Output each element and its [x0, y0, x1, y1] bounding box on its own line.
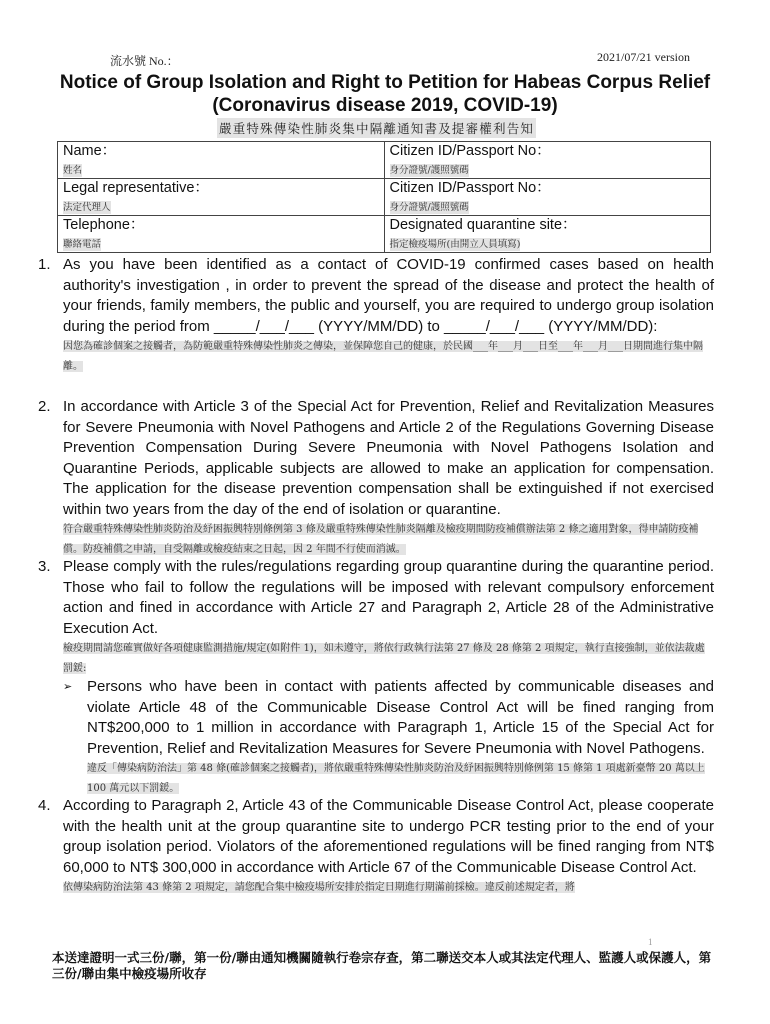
page-number: 1 — [648, 937, 653, 947]
item-text-en: In accordance with Article 3 of the Special Act for Prevention, Relief and Revitalization Measures for Severe Pneumonia with Novel Pathogens and Article 2 of the Regulations Governing Disease Prevention Compensation During Severe Pneumonia with Novel Pathogens Isolation and Quarantine Periods, applicable subjects are allowed to make an application for compensation. The application for the disease prevention compensation shall be extinguished if not exercised within two years from the day of the end of isolation or quarantine. — [63, 398, 714, 518]
item-text-zh — [63, 878, 714, 898]
name-label-zh: 姓名 — [63, 165, 83, 176]
list-item — [38, 796, 714, 898]
table-row — [58, 179, 711, 216]
personal-info-table — [57, 141, 711, 253]
quarantine-site-field[interactable] — [384, 216, 711, 253]
item-text-en: Please comply with the rules/regulations regarding group quarantine during the quarantine period. Those who fail to follow the regulations will be imposed with relevant compulsory enforcement action and fined in accordance with Article 27 and Paragraph 2, Article 28 of the Administrative Execution Act. — [63, 558, 714, 637]
bullet-text-en: Persons who have been in contact with patients affected by communicable diseases and violate Article 48 of the Communicable Disease Control Act will be fined ranging from NT$200,000 to 1 million in accordance with Paragraph 1, Article 15 of the Special Act for Prevention, Relief and Revitalization Measures for Severe Pneumonia with Novel Pathogens. — [87, 678, 714, 757]
item-text-en: As you have been identified as a contact of COVID-19 confirmed cases based on health authority's investigation , in order to prevent the spread of the disease and protect the health of your friends, family members, the public and yourself, you are required to undergo group isolation during the period from _____/___/___ (YYYY/MM/DD) to _____/___/___ (YYYY/MM/DD): — [63, 256, 714, 335]
citizen-id-label-zh: 身分證號/護照號碼 — [389, 165, 469, 176]
item-number: 3. — [38, 558, 51, 575]
name-label: Name： — [63, 143, 117, 159]
item-text-zh-content: 因您為確診個案之接觸者，為防範嚴重特殊傳染性肺炎之傳染，並保障您自己的健康，於民國___年___月___日至___年___月___日期間進行集中隔離。 — [63, 341, 703, 372]
item-number: 4. — [38, 797, 51, 814]
item-text-zh-content: 檢疫期間請您確實做好各項健康監測措施/規定(如附件 1)，如未遵守，將依行政執行法第 27 條及 28 條第 2 項規定，執行直接強制，並依法裁處罰鍰: — [63, 643, 705, 674]
item-text-zh — [63, 520, 714, 560]
bullet-text-zh — [87, 759, 714, 799]
telephone-label-zh: 聯絡電話 — [63, 239, 102, 250]
citizen-id-label: Citizen ID/Passport No： — [389, 143, 551, 159]
footer-note: 本送達證明一式三份/聯，第一份/聯由通知機關隨執行卷宗存查，第二聯送交本人或其法定代理人、監護人或保護人，第三份/聯由集中檢疫場所收存 — [52, 950, 712, 981]
item-text-zh — [63, 337, 714, 377]
table-row — [58, 216, 711, 253]
document-title-zh: 嚴重特殊傳染性肺炎集中隔離通知書及提審權利告知 — [217, 118, 536, 138]
serial-number-label: 流水號 No.： — [110, 54, 179, 68]
telephone-label: Telephone： — [63, 217, 145, 233]
bullet-text-zh-content: 違反「傳染病防治法」第 48 條(確診個案之接觸者)，將依嚴重特殊傳染性肺炎防治及紓困振興特別條例第 15 條第 1 項處新臺幣 20 萬以上 100 萬元以下罰鍰。 — [87, 763, 705, 794]
quarantine-site-label: Designated quarantine site： — [389, 217, 577, 233]
item-number: 2. — [38, 398, 51, 415]
list-item — [38, 255, 714, 377]
item-text-zh — [63, 639, 714, 679]
item-number: 1. — [38, 256, 51, 273]
name-field[interactable] — [58, 142, 385, 179]
legal-representative-label-zh: 法定代理人 — [63, 202, 111, 213]
telephone-field[interactable] — [58, 216, 385, 253]
document-title: Notice of Group Isolation and Right to Petition for Habeas Corpus Relief — [59, 72, 711, 93]
arrow-bullet-icon: ➢ — [63, 681, 73, 693]
representative-id-label-zh: 身分證號/護照號碼 — [389, 202, 469, 213]
list-item — [38, 397, 714, 560]
legal-representative-field[interactable] — [58, 179, 385, 216]
citizen-id-field[interactable] — [384, 142, 711, 179]
representative-id-field[interactable] — [384, 179, 711, 216]
quarantine-site-label-zh: 指定檢疫場所(由開立人員填寫) — [389, 239, 521, 250]
document-subtitle: (Coronavirus disease 2019, COVID-19) — [212, 95, 558, 116]
list-item — [38, 557, 714, 679]
representative-id-label: Citizen ID/Passport No： — [389, 180, 551, 196]
sub-list-item — [63, 677, 714, 799]
item-text-en: According to Paragraph 2, Article 43 of the Communicable Disease Control Act, please cooperate with the health unit at the group quarantine site to undergo PCR testing prior to the end of your group isolation period. Violators of the aforementioned regulations will be fined ranging from NT$ 60,000 to NT$ 300,000 in accordance with Article 67 of the Communicable Disease Control Act. — [63, 797, 714, 876]
item-text-zh-content: 依傳染病防治法第 43 條第 2 項規定，請您配合集中檢疫場所安排於指定日期進行期滿前採檢。違反前述規定者，將 — [63, 882, 575, 893]
version-label: 2021/07/21 version — [597, 50, 690, 64]
table-row — [58, 142, 711, 179]
item-text-zh-content: 符合嚴重特殊傳染性肺炎防治及紓困振興特別條例第 3 條及嚴重特殊傳染性肺炎隔離及檢疫期間防疫補償辦法第 2 條之適用對象，得申請防疫補償。防疫補償之申請，自受隔離或檢疫結束之日起，因 2 年間不行使而消滅。 — [63, 524, 699, 555]
legal-representative-label: Legal representative： — [63, 180, 209, 196]
